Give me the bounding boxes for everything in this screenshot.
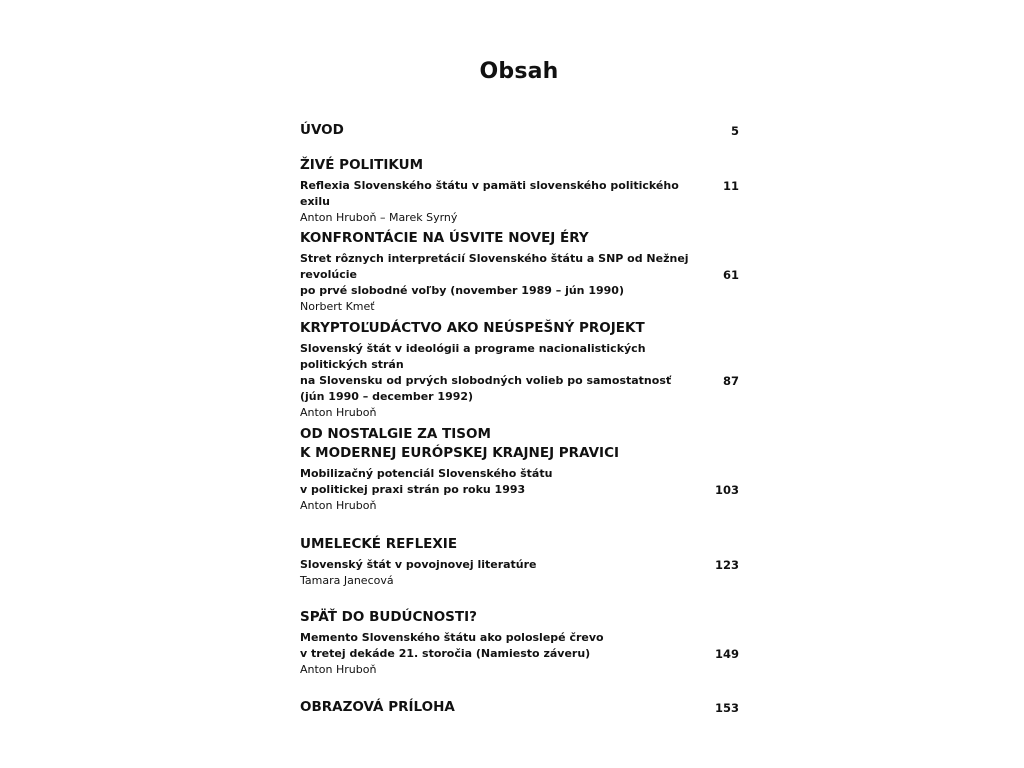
toc-entry-spat-do-buducnosti[interactable] <box>300 608 739 678</box>
toc-subtitle-line: Slovenský štát v ideológii a programe nacionalistických politických strán <box>300 342 646 371</box>
toc-heading: SPÄŤ DO BUDÚCNOSTI? <box>300 609 477 625</box>
toc-page-number: 153 <box>714 701 739 715</box>
toc-page-number: 61 <box>722 268 739 282</box>
toc-author: Norbert Kmeť <box>300 300 375 313</box>
toc-subtitle-line: v tretej dekáde 21. storočia (Namiesto záveru) <box>300 647 591 660</box>
toc-subtitle: Reflexia Slovenského štátu v pamäti slovenského politického exilu <box>300 179 679 208</box>
toc-subtitle-line: na Slovensku od prvých slobodných volieb po samostatnosť <box>300 374 672 387</box>
toc-subtitle: Slovenský štát v povojnovej literatúre <box>300 558 537 571</box>
toc-heading: ŽIVÉ POLITIKUM <box>300 157 424 173</box>
toc-author: Anton Hruboň – Marek Syrný <box>300 211 458 224</box>
toc-heading: KRYPTOĽUDÁCTVO AKO NEÚSPEŠNÝ PROJEKT <box>300 320 645 336</box>
toc-entry-uvod[interactable] <box>300 121 739 143</box>
toc-author: Anton Hruboň <box>300 499 377 512</box>
toc-heading-line: OD NOSTALGIE ZA TISOM <box>300 426 491 442</box>
toc-author: Anton Hruboň <box>300 663 377 676</box>
toc-entry-konfrontacie[interactable] <box>300 229 739 315</box>
toc-page-number: 123 <box>714 558 739 572</box>
toc-entry-obrazova-priloha[interactable] <box>300 698 739 720</box>
page-title: Obsah <box>479 59 559 84</box>
toc-subtitle-line: po prvé slobodné voľby (november 1989 – jún 1990) <box>300 284 624 297</box>
toc-page-number: 5 <box>730 124 739 138</box>
toc-heading: ÚVOD <box>300 122 344 138</box>
toc-heading-line: K MODERNEJ EURÓPSKEJ KRAJNEJ PRAVICI <box>300 445 620 461</box>
toc-page-number: 149 <box>714 647 739 661</box>
toc-entry-zive-politikum[interactable] <box>300 156 739 226</box>
toc-author: Tamara Janecová <box>300 574 394 587</box>
toc-subtitle-line: Memento Slovenského štátu ako poloslepé črevo <box>300 631 604 644</box>
toc-subtitle-line: (jún 1990 – december 1992) <box>300 390 474 403</box>
toc-subtitle-line: Mobilizačný potenciál Slovenského štátu <box>300 467 553 480</box>
toc-page-number: 103 <box>714 483 739 497</box>
toc-heading: OBRAZOVÁ PRÍLOHA <box>300 699 455 715</box>
toc-heading: UMELECKÉ REFLEXIE <box>300 536 458 552</box>
toc-page-number: 11 <box>722 179 739 193</box>
toc-heading: KONFRONTÁCIE NA ÚSVITE NOVEJ ÉRY <box>300 230 589 246</box>
toc-page-number: 87 <box>722 374 739 388</box>
toc-entry-umelecke-reflexie[interactable] <box>300 535 739 589</box>
toc-entry-kryptoludactvo[interactable] <box>300 319 739 421</box>
toc-subtitle-line: Stret rôznych interpretácií Slovenského štátu a SNP od Nežnej revolúcie <box>300 252 689 281</box>
toc-author: Anton Hruboň <box>300 406 377 419</box>
toc-subtitle-line: v politickej praxi strán po roku 1993 <box>300 483 526 496</box>
toc-entry-od-nostalgie[interactable] <box>300 425 739 514</box>
